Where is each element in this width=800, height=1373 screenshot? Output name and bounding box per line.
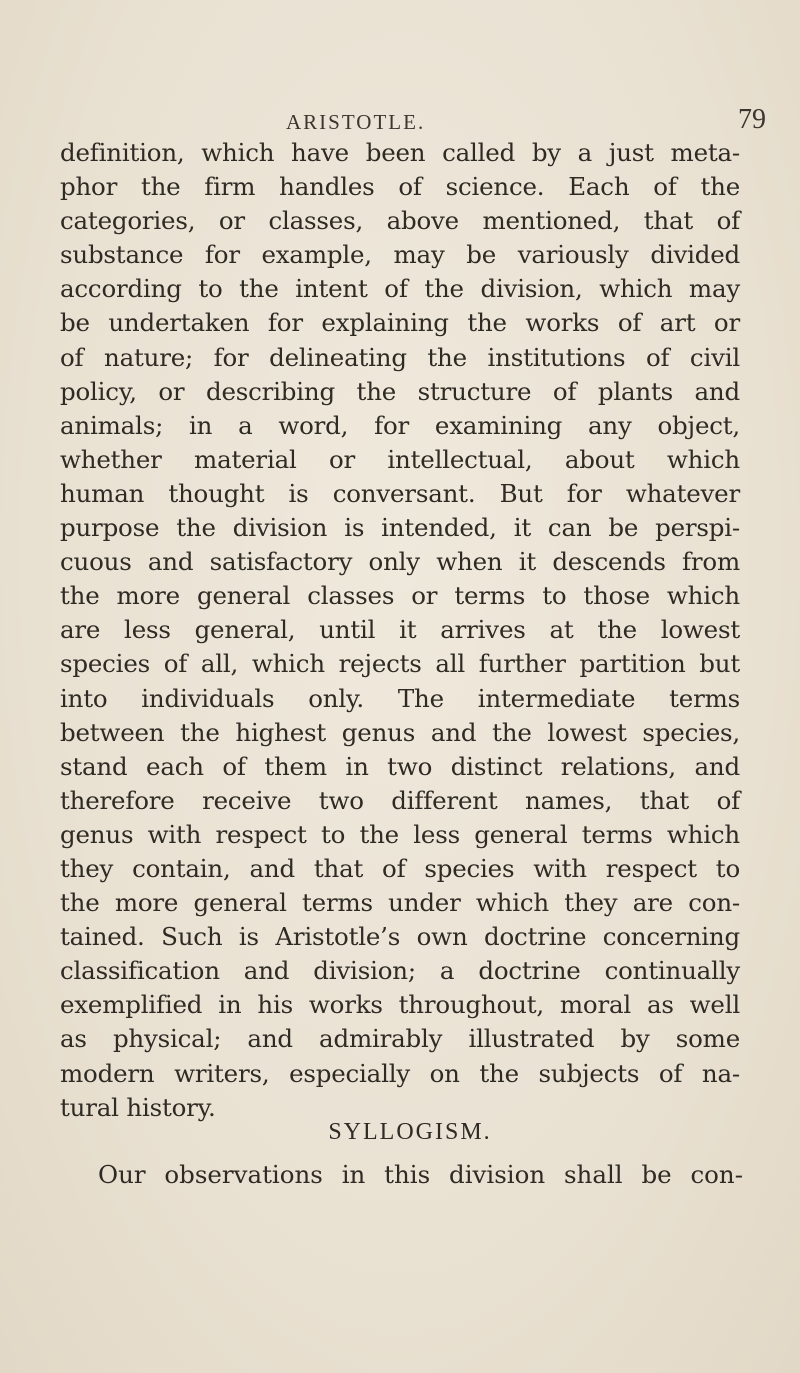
text-line: categories, or classes, above mentioned, that of [60,206,740,236]
text-line: the more general classes or terms to those which [60,581,740,611]
text-line: the more general terms under which they are con- [60,888,740,918]
text-line: as physical; and admirably illustrated by some [60,1024,740,1054]
text-line: into individuals only. The intermediate terms [60,683,740,713]
text-line: classification and division; a doctrine continually [60,956,740,986]
text-line: therefore receive two different names, that of [60,785,740,815]
text-line: modern writers, especially on the subjects of na- [60,1058,740,1088]
text-line: tained. Such is Aristotle’s own doctrine concerning [60,922,740,952]
text-line: they contain, and that of species with respect to [60,853,740,883]
section-heading-text: SYLLOGISM. [328,1119,492,1145]
body-paragraph [60,136,740,1125]
text-line: cuous and satisfactory only when it descends from [60,547,740,577]
section-first-line: Our observations in this division shall be con- [98,1160,743,1189]
text-line: of nature; for delineating the institutions of civil [60,342,740,372]
text-line: phor the firm handles of science. Each of the [60,172,740,202]
page-number: 79 [738,104,766,135]
page-header [0,104,800,140]
text-line: according to the intent of the division, which may [60,274,740,304]
text-line: policy, or describing the structure of plants and [60,376,740,406]
text-line: stand each of them in two distinct relations, and [60,751,740,781]
text-line: exemplified in his works throughout, moral as well [60,990,740,1020]
text-line: tural history. [60,1092,216,1122]
text-line: purpose the division is intended, it can be perspi- [60,513,740,543]
text-line: whether material or intellectual, about which [60,444,740,474]
text-line: between the highest genus and the lowest species, [60,717,740,747]
section-heading [0,1119,800,1146]
text-line: animals; in a word, for examining any object, [60,410,740,440]
text-line: be undertaken for explaining the works of art or [60,308,740,338]
text-line: human thought is conversant. But for whatever [60,478,740,508]
text-line: are less general, until it arrives at the lowest [60,615,740,645]
text-line: definition, which have been called by a just meta- [60,138,740,167]
running-head: ARISTOTLE. [286,110,426,134]
text-line: genus with respect to the less general terms which [60,819,740,849]
text-line: substance for example, may be variously divided [60,240,740,270]
text-line: species of all, which rejects all further partition but [60,649,740,679]
